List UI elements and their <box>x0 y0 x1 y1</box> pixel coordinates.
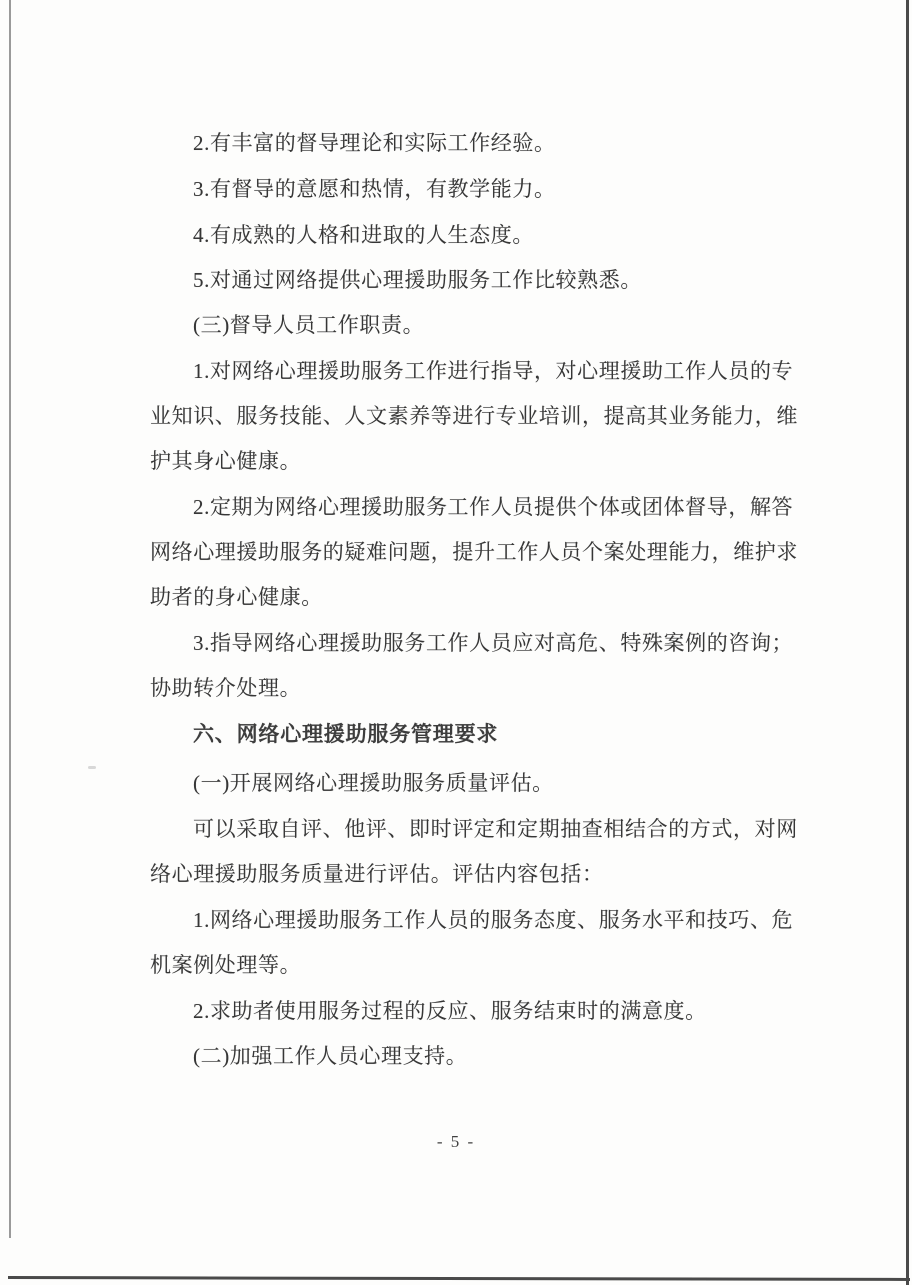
doc-line: 护其身心健康。 <box>150 449 302 473</box>
scan-edge-right <box>906 0 909 1285</box>
doc-line: 1.网络心理援助服务工作人员的服务态度、服务水平和技巧、危 <box>193 908 794 932</box>
section-heading: 六、网络心理援助服务管理要求 <box>193 723 499 746</box>
scan-edge-left <box>9 0 11 1238</box>
doc-line: 协助转介处理。 <box>150 676 302 700</box>
doc-line: 1.对网络心理援助服务工作进行指导，对心理援助工作人员的专 <box>193 359 794 383</box>
doc-subheading: (一)开展网络心理援助服务质量评估。 <box>193 771 554 795</box>
doc-line: 4.有成熟的人格和进取的人生态度。 <box>193 223 534 247</box>
doc-line: 2.定期为网络心理援助服务工作人员提供个体或团体督导，解答 <box>193 495 794 519</box>
doc-line: 3.有督导的意愿和热情，有教学能力。 <box>193 177 556 201</box>
doc-line: 3.指导网络心理援助服务工作人员应对高危、特殊案例的咨询； <box>193 631 794 655</box>
doc-line: 网络心理援助服务的疑难问题，提升工作人员个案处理能力，维护求 <box>150 540 798 564</box>
doc-line: 5.对通过网络提供心理援助服务工作比较熟悉。 <box>193 268 642 292</box>
scan-smudge <box>88 766 96 769</box>
doc-line: 机案例处理等。 <box>150 953 302 977</box>
doc-line: 络心理援助服务质量进行评估。评估内容包括： <box>150 862 604 886</box>
doc-subheading: (三)督导人员工作职责。 <box>193 313 425 337</box>
scan-edge-bottom <box>8 1276 910 1281</box>
doc-line: 业知识、服务技能、人文素养等进行专业培训，提高其业务能力，维 <box>150 404 798 428</box>
document-body <box>150 0 810 1100</box>
doc-line: 2.有丰富的督导理论和实际工作经验。 <box>193 131 556 155</box>
doc-line: 助者的身心健康。 <box>150 585 323 609</box>
doc-line: 可以采取自评、他评、即时评定和定期抽查相结合的方式，对网 <box>193 817 798 841</box>
page-number: - 5 - <box>436 1132 476 1151</box>
doc-subheading: (二)加强工作人员心理支持。 <box>193 1044 468 1068</box>
doc-line: 2.求助者使用服务过程的反应、服务结束时的满意度。 <box>193 999 707 1023</box>
